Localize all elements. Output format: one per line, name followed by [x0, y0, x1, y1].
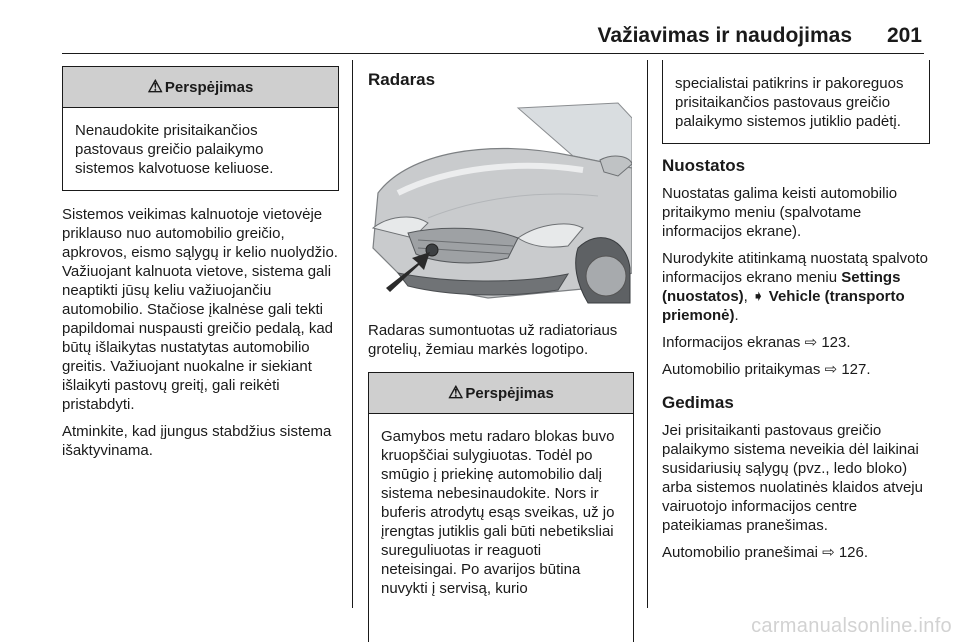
warning-text: Gamybos metu radaro blokas buvo kruopščiai sulygiuotas. Todėl po smūgio į priekinę automobilio dalį sistema nebesinaudokite. Nors ir buferis atrodytų esąs sveikas, už jo įrengtas jutiklis gali būti nebetiksliai sureguliuotas ir reaguoti neteisingai. Po avarijos būtina nuvykti į servisą, kurio — [381, 428, 615, 597]
column-2-lower — [368, 321, 634, 642]
column-divider-2 — [647, 60, 648, 608]
warning-title: Perspėjimas — [465, 384, 554, 402]
column-2 — [368, 66, 632, 98]
settings-heading: Nuostatos — [662, 156, 746, 175]
reference-vehicle-personalisation: Automobilio pritaikymas ⇨ 127. — [662, 361, 871, 378]
radar-caption: Radaras sumontuotas už radiatoriaus grotelių, žemiau markės logotipo. — [368, 322, 618, 358]
warning-continuation-text: specialistai patikrins ir pakoreguos prisitaikančios pastovaus greičio palaikymo sistemos jutiklio padėtį. — [675, 75, 904, 130]
column-1 — [62, 66, 339, 468]
warning-triangle-icon: ⚠ — [147, 77, 163, 96]
reference-info-display: Informacijos ekranas ⇨ 123. — [662, 334, 851, 351]
settings-paragraph-2: Nurodykite atitinkamą nuostatą spalvoto informacijos ekrano meniu Settings (nuostatos), ➧ Vehicle (transporto priemonė). — [662, 250, 928, 324]
column-3 — [662, 60, 930, 570]
page-ref-arrow-icon: ⇨ — [824, 361, 838, 378]
warning-header — [369, 373, 633, 414]
failure-paragraph: Jei prisitaikanti pastovaus greičio palaikymo sistema neveikia dėl laikinai susidariusių sąlygų (pvz., ledo bloko) arba sistemos nuolatinės klaidos atveju vairuotojo informacijos centre pateikiamas pranešimas. — [662, 422, 923, 534]
warning-title: Perspėjimas — [164, 78, 254, 96]
warning-text: Nenaudokite prisitaikančios pastovaus greičio palaikymo sistemos kalvotuose keliuose. — [75, 122, 274, 177]
menu-path-vehicle: Vehicle (transporto priemonė) — [662, 288, 905, 324]
page-header — [0, 0, 960, 60]
paragraph-brakes: Atminkite, kad įjungus stabdžius sistema išaktyvinama. — [62, 423, 332, 459]
warning-triangle-icon: ⚠ — [448, 383, 464, 402]
warning-box-1 — [62, 66, 339, 191]
header-rule — [62, 53, 924, 54]
car-front-radar-illustration — [368, 98, 632, 308]
column-divider-1 — [352, 60, 353, 608]
reference-vehicle-messages: Automobilio pranešimai ⇨ 126. — [662, 544, 869, 561]
warning-box-2 — [368, 372, 634, 642]
radar-heading: Radaras — [368, 70, 436, 89]
watermark: carmanualsonline.info — [751, 615, 952, 637]
menu-path-settings: Settings (nuostatos) — [662, 269, 901, 305]
menu-arrow-icon: ➧ — [752, 288, 765, 305]
warning-continuation-box — [662, 60, 930, 144]
settings-paragraph-1: Nuostatas galima keisti automobilio pritaikymo meniu (spalvotame informacijos ekrane). — [662, 185, 898, 240]
section-title: Važiavimas ir naudojimas — [597, 24, 852, 47]
failure-heading: Gedimas — [662, 393, 734, 412]
page-ref-arrow-icon: ⇨ — [822, 544, 835, 561]
page-ref-arrow-icon: ⇨ — [804, 334, 818, 351]
paragraph-hilly-terrain: Sistemos veikimas kalnuotoje vietovėje priklauso nuo automobilio greičio, apkrovos, eismo sąlygų ir kelio nuolydžio. Važiuojant kalnuota vietove, sistema gali neaptikti jūsų keliu važiuojančiu automobilio. Stačiose įkalnėse gali tekti papildomai nuspausti greičio pedalą, kad būtų išlaikytas nustatytas automobilio greitis. Važiuojant nuokalne ir siekiant išlaikyti pastovų greitį, gali reikėti pristabdyti. — [62, 206, 338, 413]
page-number: 201 — [886, 24, 922, 47]
warning-header — [63, 67, 338, 108]
